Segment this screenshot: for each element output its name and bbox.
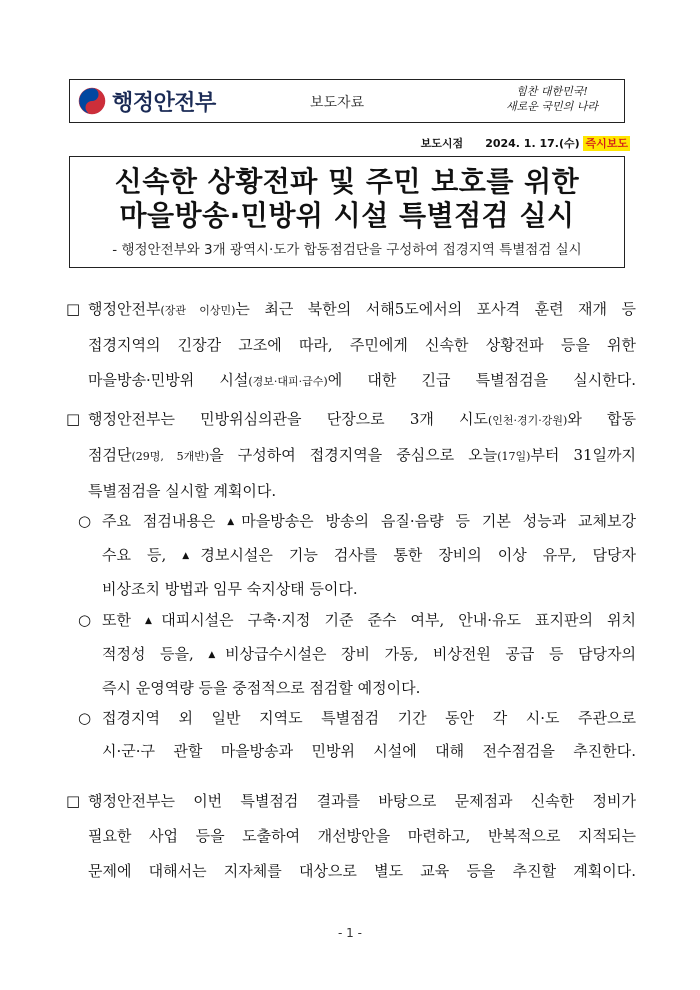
circle-bullet-icon: ○ <box>78 611 92 629</box>
text-segment: 접경지역 외 일반 지역도 특별점검 기간 동안 각 시·도 주관으로 <box>102 709 636 727</box>
text-segment: 대피시설은 구축·지정 기준 준수 여부, 안내·유도 표지판의 위치 <box>161 611 636 629</box>
document-type: 보도자료 <box>310 95 365 111</box>
triangle-bullet-icon: ▲ <box>227 517 242 527</box>
paragraph-line <box>66 819 636 854</box>
text-segment: (17일) <box>497 450 531 463</box>
text-segment: 와 합동 <box>567 410 636 428</box>
paragraph-2 <box>66 402 636 509</box>
paragraph-line <box>78 735 636 768</box>
text-segment: 또한 <box>102 611 146 629</box>
paragraph-3 <box>66 784 636 889</box>
text-segment: 적정성 등을, <box>102 645 209 663</box>
paragraph-line <box>66 328 636 363</box>
ministry-logo <box>78 86 216 116</box>
paragraph-line <box>66 474 636 509</box>
subtitle: - 행정안전부와 3개 광역시·도가 합동점검단을 구성하여 접경지역 특별점검 실시 <box>112 242 582 258</box>
text-segment: 행정안전부 <box>88 300 161 318</box>
release-date-group <box>485 135 630 151</box>
circle-bullet-icon: ○ <box>78 512 92 530</box>
text-segment: 수요 등, <box>102 546 183 564</box>
paragraph-line <box>78 505 636 539</box>
text-segment: 는 최근 북한의 서해5도에서의 포사격 훈련 재개 등 <box>235 300 636 318</box>
text-segment: 필요한 사업 등을 도출하여 개선방안을 마련하고, 반복적으로 지적되는 <box>88 827 636 845</box>
text-segment: (경보·대피·급수) <box>248 375 328 388</box>
paragraph-line <box>66 784 636 819</box>
sub-paragraph-2 <box>78 604 636 705</box>
text-segment: (인천·경기·강원) <box>488 414 568 427</box>
text-segment: 행정안전부는 민방위심의관을 단장으로 3개 시도 <box>88 410 489 428</box>
text-segment: 을 구성하여 접경지역을 중심으로 오늘 <box>209 446 498 464</box>
paragraph-line <box>78 638 636 672</box>
title-box <box>69 156 625 268</box>
text-segment: 특별점검을 실시할 계획이다. <box>88 482 277 500</box>
title-line-1: 신속한 상황전파 및 주민 보호를 위한 <box>114 165 580 198</box>
text-segment: 에 대한 긴급 특별점검을 실시한다. <box>327 371 637 389</box>
taegeuk-icon <box>78 87 106 115</box>
sub-paragraph-3 <box>78 702 636 768</box>
sub-paragraph-1 <box>78 505 636 606</box>
text-segment: 부터 31일까지 <box>530 446 636 464</box>
release-info <box>421 135 630 151</box>
release-now-badge: 즉시보도 <box>585 137 628 150</box>
text-segment: 경보시설은 기능 검사를 통한 장비의 이상 유무, 담당자 <box>200 546 637 564</box>
slogan <box>492 84 612 114</box>
text-segment: 접경지역의 긴장감 고조에 따라, 주민에게 신속한 상황전파 등을 위한 <box>88 336 636 354</box>
paragraph-line <box>66 402 636 438</box>
text-segment: 마을방송은 방송의 음질·음량 등 기본 성능과 교체보강 <box>241 512 637 530</box>
square-bullet-icon: □ <box>66 792 81 810</box>
text-segment: (장관 이상민) <box>160 304 236 317</box>
paragraph-line <box>78 573 636 606</box>
paragraph-line <box>66 854 636 889</box>
paragraph-line <box>66 363 636 399</box>
triangle-bullet-icon: ▲ <box>145 616 162 626</box>
slogan-line-1: 힘찬 대한민국! <box>516 85 588 98</box>
text-segment: 주요 점검내용은 <box>102 512 228 530</box>
paragraph-1 <box>66 292 636 399</box>
paragraph-line <box>78 539 636 573</box>
text-segment: 행정안전부는 이번 특별점검 결과를 바탕으로 문제점과 신속한 정비가 <box>88 792 636 810</box>
paragraph-line <box>78 604 636 638</box>
paragraph-line <box>78 672 636 705</box>
triangle-bullet-icon: ▲ <box>208 650 226 660</box>
triangle-bullet-icon: ▲ <box>182 551 201 561</box>
paragraph-line <box>66 292 636 328</box>
square-bullet-icon: □ <box>66 410 81 428</box>
text-segment: (29명, 5개반) <box>131 450 210 463</box>
paragraph-line <box>78 702 636 735</box>
square-bullet-icon: □ <box>66 300 81 318</box>
text-segment: 비상급수시설은 장비 가동, 비상전원 공급 등 담당자의 <box>225 645 636 663</box>
ministry-name: 행정안전부 <box>112 90 216 116</box>
text-segment: 마을방송·민방위 시설 <box>88 371 249 389</box>
release-label: 보도시점 <box>420 137 464 150</box>
text-segment: 문제에 대해서는 지자체를 대상으로 별도 교육 등을 추진할 계획이다. <box>88 862 636 880</box>
slogan-line-2: 새로운 국민의 나라 <box>505 100 598 113</box>
text-segment: 즉시 운영역량 등을 중점적으로 점검할 예정이다. <box>102 679 421 697</box>
title-line-2: 마을방송·민방위 시설 특별점검 실시 <box>119 199 575 232</box>
text-segment: 시·군·구 관할 마을방송과 민방위 시설에 대해 전수점검을 추진한다. <box>102 742 636 760</box>
circle-bullet-icon: ○ <box>78 709 92 727</box>
text-segment: 점검단 <box>88 446 132 464</box>
text-segment: 비상조치 방법과 임무 숙지상태 등이다. <box>102 580 358 598</box>
page-number: - 1 - <box>338 926 362 940</box>
press-header <box>69 79 625 123</box>
paragraph-line <box>66 438 636 474</box>
release-date: 2024. 1. 17.(수) <box>485 137 580 150</box>
